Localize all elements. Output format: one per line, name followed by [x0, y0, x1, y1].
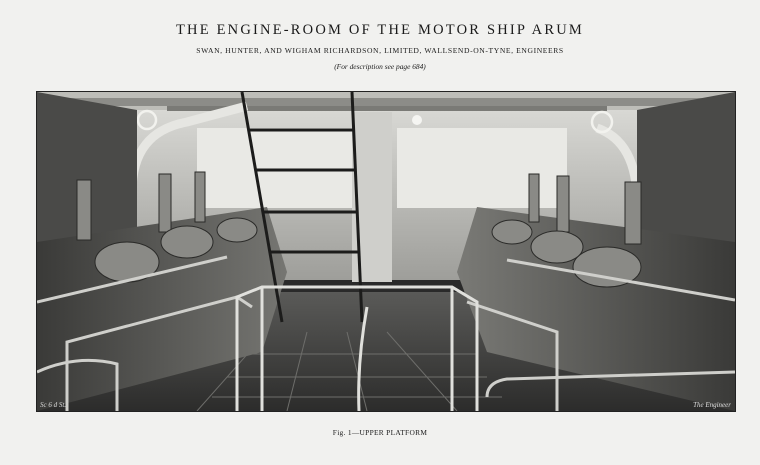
engraver-credit: Sc 6 d St.	[40, 401, 67, 409]
engine-room-photograph	[36, 91, 736, 412]
page-title: THE ENGINE-ROOM OF THE MOTOR SHIP ARUM	[176, 22, 584, 38]
page-subtitle: SWAN, HUNTER, AND WIGHAM RICHARDSON, LIMITED, WALLSEND-ON-TYNE, ENGINEERS	[196, 46, 564, 55]
page-reference-note: (For description see page 684)	[334, 62, 426, 71]
engine-room-illustration	[37, 92, 735, 411]
figure-caption: Fig. 1—UPPER PLATFORM	[332, 428, 428, 437]
publication-credit: The Engineer	[693, 401, 731, 409]
